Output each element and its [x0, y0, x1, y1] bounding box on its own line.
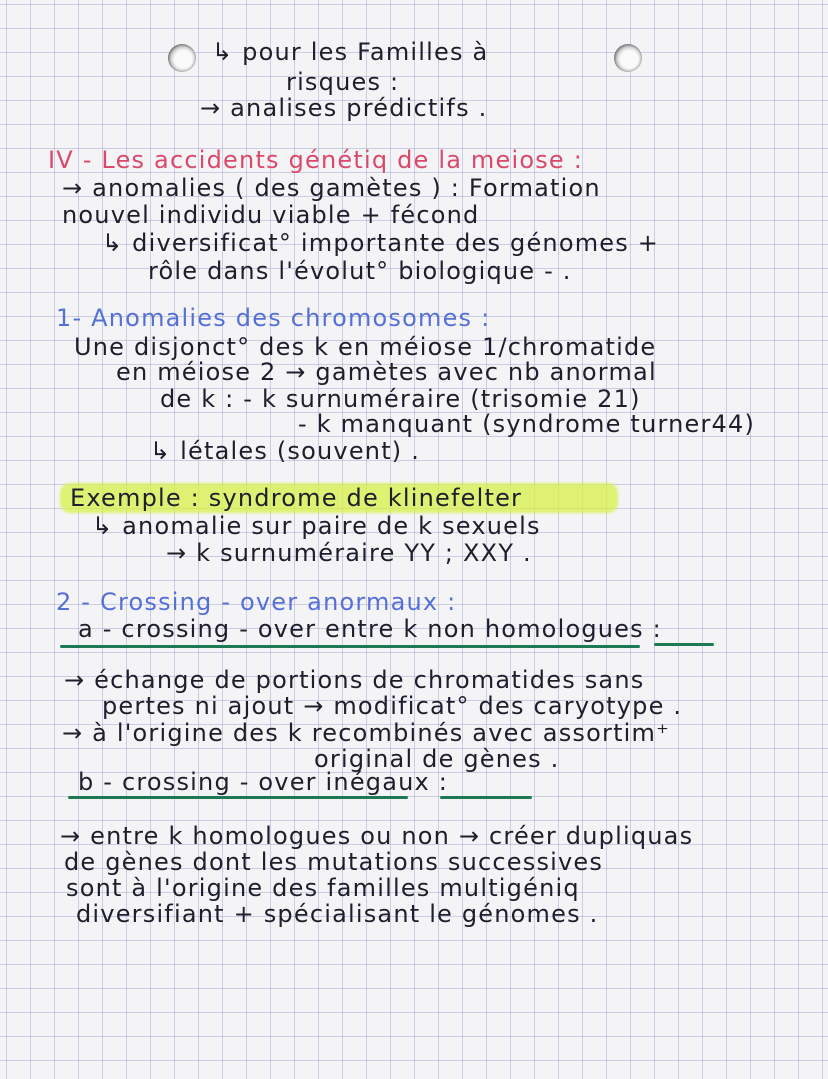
sub2-a-line-2: pertes ni ajout → modificat° des caryotype . [102, 692, 683, 720]
sub2-b-line-1: → entre k homologues ou non → créer dupliquas [60, 822, 694, 850]
section-iv-line-4: rôle dans l'évolut° biologique - . [148, 257, 572, 285]
sub1-line-1: Une disjonct° des k en méiose 1/chromatide [74, 333, 657, 361]
section-iv-line-2: nouvel individu viable + fécond [62, 201, 480, 229]
sub2-b-underline-short [440, 796, 532, 799]
sub1-line-5: ↳ létales (souvent) . [150, 437, 421, 465]
example-line-1: ↳ anomalie sur paire de k sexuels [92, 512, 541, 540]
sub2-a-underline [60, 645, 640, 648]
punch-hole-left [168, 44, 196, 72]
section-iv-heading: IV - Les accidents génétiq de la meiose : [48, 146, 584, 174]
section-iv-line-3: ↳ diversificat° importante des génomes + [102, 229, 660, 257]
section-iv-line-1: → anomalies ( des gamètes ) : Formation [62, 174, 601, 202]
sub2-a-title: a - crossing - over entre k non homologues : [78, 615, 662, 643]
sub2-a-line-4: original de gènes . [314, 745, 560, 773]
punch-hole-right [614, 44, 642, 72]
sub2-heading: 2 - Crossing - over anormaux : [56, 588, 457, 616]
sub2-a-line-1: → échange de portions de chromatides sans [64, 666, 645, 694]
sub2-b-underline [68, 796, 408, 799]
sub1-line-3: de k : - k surnuméraire (trisomie 21) [160, 385, 641, 413]
sub2-b-line-2: de gènes dont les mutations successives [64, 848, 604, 876]
sub1-heading: 1- Anomalies des chromosomes : [56, 304, 491, 332]
sub2-b-title: b - crossing - over inégaux : [78, 768, 449, 796]
intro-line-3: → analises prédictifs . [200, 94, 488, 122]
sub1-line-4: - k manquant (syndrome turner44) [298, 410, 756, 438]
sub2-b-line-4: diversifiant + spécialisant le génomes . [76, 900, 599, 928]
sub2-a-line-3: → à l'origine des k recombinés avec assortim⁺ [62, 719, 670, 747]
example-title: Exemple : syndrome de klinefelter [70, 484, 523, 512]
sub1-line-2: en méiose 2 → gamètes avec nb anormal [116, 358, 657, 386]
intro-line-2: risques : [286, 68, 400, 96]
intro-line-1: ↳ pour les Familles à [212, 38, 489, 66]
example-line-2: → k surnuméraire YY ; XXY . [166, 539, 532, 567]
sub2-b-line-3: sont à l'origine des familles multigéniq [66, 874, 580, 902]
sub2-a-underline-short [654, 643, 714, 646]
